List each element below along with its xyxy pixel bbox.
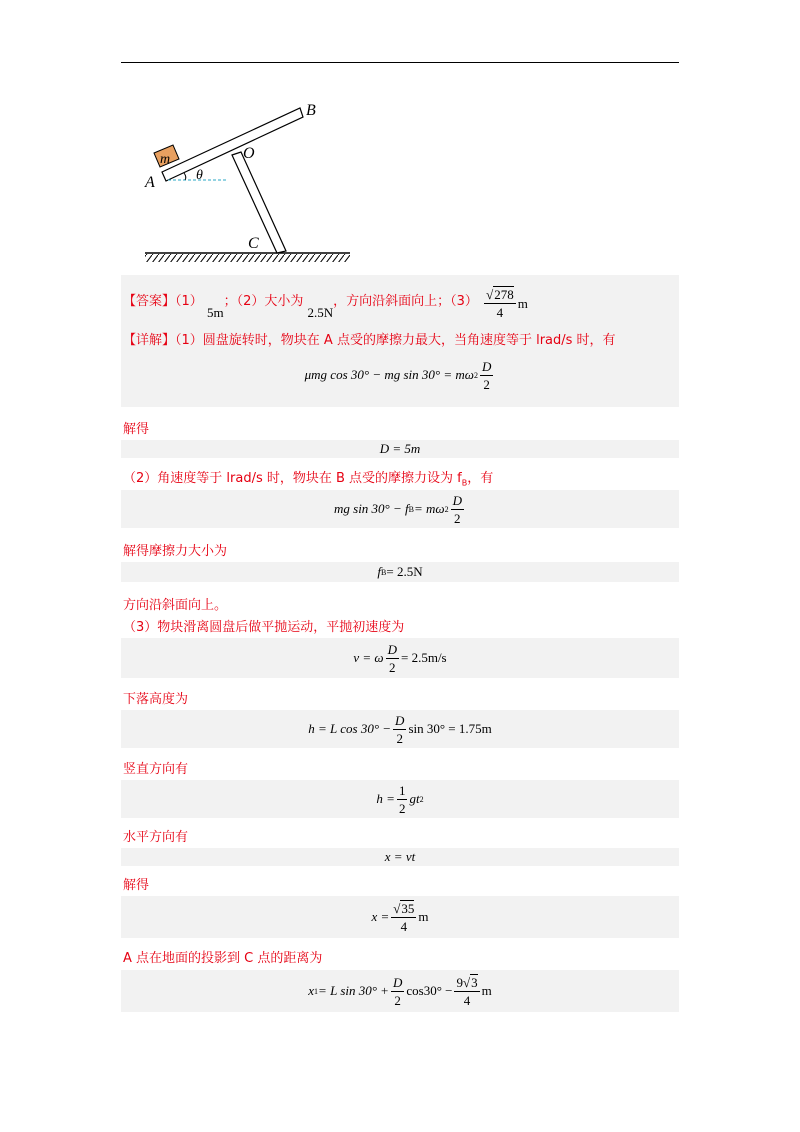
label-A: A xyxy=(145,174,155,191)
eq9-frac-den: 4 xyxy=(400,918,408,934)
solve-label-1: 解得 xyxy=(123,422,150,437)
eq7-left: h = xyxy=(376,791,395,806)
answer-p1: （1） xyxy=(175,294,203,309)
ground-hatch xyxy=(145,254,350,262)
eq10-mid: = L sin 30° + xyxy=(318,983,389,998)
answer-v3: $\frac{√278}{4}$ m xyxy=(486,287,528,320)
eq1-left: μmg cos 30° − mg sin 30° = mω xyxy=(304,367,474,382)
label-O: O xyxy=(243,145,255,162)
detail-intro-text: （1）圆盘旋转时，物块在 A 点受的摩擦力最大，当角速度等于 lrad/s 时，有 xyxy=(175,333,616,348)
eq10-unit: m xyxy=(481,983,492,998)
eq10-num-a: 9 xyxy=(456,974,463,990)
eq5-left: v = ω xyxy=(353,650,384,665)
detail-tag: 【详解】 xyxy=(123,333,176,348)
horizontal-label: 水平方向有 xyxy=(123,830,189,845)
eq6-frac-den: 2 xyxy=(396,730,403,746)
answer-sep1: ； xyxy=(223,294,237,309)
eq2-text: D = 5m xyxy=(379,441,421,456)
projection-label: A 点在地面的投影到 C 点的距离为 xyxy=(123,951,323,966)
equation-4: f B = 2.5N xyxy=(377,564,423,579)
label-C: C xyxy=(248,235,259,252)
eq9-unit: m xyxy=(418,909,429,924)
answer-v3-num: 278 xyxy=(494,287,514,302)
direction-line: 方向沿斜面向上。 xyxy=(123,598,228,613)
eq9-left: x = xyxy=(371,909,390,924)
vertical-label: 竖直方向有 xyxy=(123,762,189,777)
equation-2 xyxy=(121,440,679,458)
eq3-frac-den: 2 xyxy=(454,510,461,526)
equation-10: x 1 = L sin 30° + $\frac{D}{2}$ cos30° − $\frac{9√3}{4}$ m xyxy=(308,974,492,1008)
part2-text: （2）角速度等于 lrad/s 时，物块在 B 点受的摩擦力设为 f xyxy=(123,471,462,486)
equation-7: h = $\frac{1}{2}$ gt 2 xyxy=(376,782,424,816)
part2-sub: B xyxy=(461,478,468,488)
physics-figure xyxy=(140,95,380,270)
eq3-frac-num: D xyxy=(452,492,462,508)
eq8-text: x = vt xyxy=(384,849,416,864)
detail-intro xyxy=(123,329,616,348)
height-label: 下落高度为 xyxy=(123,692,189,707)
eq1-frac-num: D xyxy=(481,358,492,374)
eq9-frac-num: 35 xyxy=(401,900,415,916)
part2-label xyxy=(123,467,493,488)
answer-v3-den: 4 xyxy=(496,305,504,320)
answer-p2b: ，方向沿斜面向上； xyxy=(333,294,451,309)
solve-label-2: 解得摩擦力大小为 xyxy=(123,544,228,559)
solve-label-3: 解得 xyxy=(123,878,150,893)
eq5-right: = 2.5m/s xyxy=(401,650,447,665)
eq6-right: sin 30° = 1.75m xyxy=(408,721,492,736)
label-theta: θ xyxy=(196,168,203,183)
eq7-frac-num: 1 xyxy=(398,782,406,798)
angle-arc xyxy=(184,173,186,180)
eq10-num-b: 3 xyxy=(471,974,478,990)
answer-v1: 5m xyxy=(206,305,224,320)
eq10-cos: cos30° − xyxy=(406,983,453,998)
header-rule xyxy=(121,62,679,63)
equation-3: mg sin 30° − f B = mω 2 $\frac{D}{2}$ xyxy=(334,492,462,526)
answer-v3-unit: m xyxy=(517,295,528,311)
answer-tag: 【答案】 xyxy=(123,294,176,309)
eq5-frac-den: 2 xyxy=(389,659,396,675)
answer-v2: 2.5N xyxy=(307,305,334,320)
eq1-frac-den: 2 xyxy=(483,376,490,392)
part3-label: （3）物块滑离圆盘后做平抛运动，平抛初速度为 xyxy=(123,620,405,635)
eq10-left: x xyxy=(308,983,315,998)
part2-end: ，有 xyxy=(467,471,494,486)
equation-9: x = $\frac{√35}{4}$ m xyxy=(371,900,429,934)
equation-5 xyxy=(121,638,679,678)
eq10-frac-num: D xyxy=(392,974,403,990)
eq6-left: h = L cos 30° − xyxy=(308,721,392,736)
eq3-left: mg sin 30° − f xyxy=(334,501,409,516)
eq10-frac-den: 2 xyxy=(394,992,401,1008)
answer-p2: （2）大小为 xyxy=(236,294,304,309)
eq6-frac-num: D xyxy=(395,712,405,728)
answer-p3: （3） xyxy=(450,294,478,309)
incline-plank xyxy=(162,108,303,181)
eq7-frac-den: 2 xyxy=(398,800,406,816)
eq10-frac-den2: 4 xyxy=(463,992,471,1008)
eq5-frac-num: D xyxy=(387,641,397,657)
support-rod xyxy=(232,152,286,253)
eq4-left: f xyxy=(377,564,382,579)
answer-line xyxy=(123,287,528,325)
eq10-sub: 1 xyxy=(314,986,319,996)
label-m: m xyxy=(160,152,171,167)
equation-6 xyxy=(121,710,679,748)
eq3-mid: = mω xyxy=(414,501,445,516)
equation-1: μmg cos 30° − mg sin 30° = mω 2 $\frac{D}{2}$ xyxy=(304,358,492,392)
eq7-right: gt xyxy=(409,791,420,806)
label-B: B xyxy=(306,102,316,119)
eq4-right: = 2.5N xyxy=(386,564,423,579)
equation-8 xyxy=(121,848,679,866)
